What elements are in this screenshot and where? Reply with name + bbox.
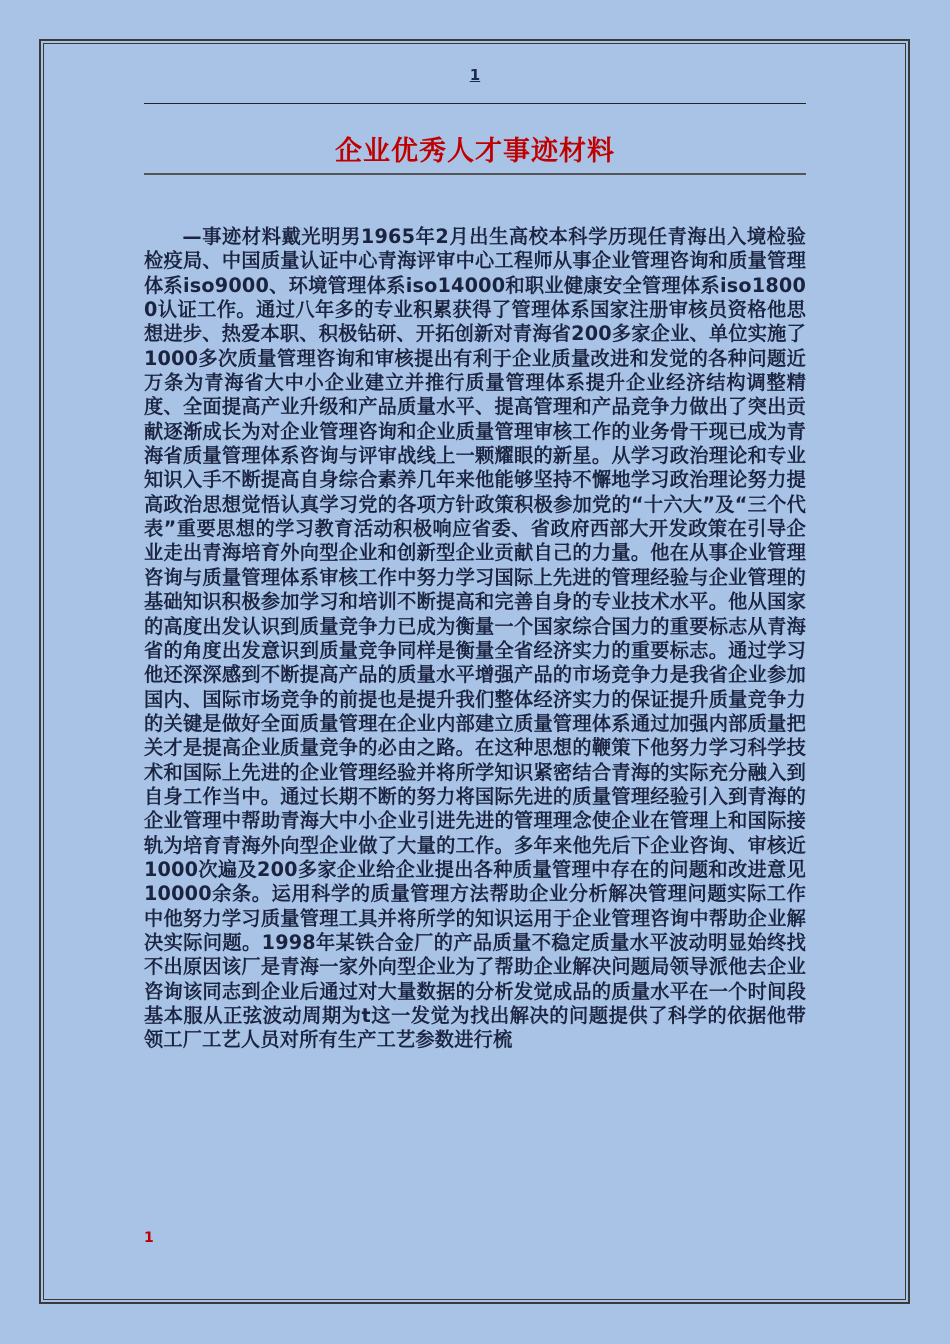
header-page-number: 1 — [469, 66, 481, 84]
footer-page-number: 1 — [144, 1230, 154, 1246]
document-title: 企业优秀人才事迹材料 — [335, 136, 615, 167]
body-paragraph: —事迹材料戴光明男1965年2月出生高校本科学历现任青海出入境检验检疫局、中国质量认证中心青海评审中心工程师从事企业管理咨询和质量管理体系iso9000、环境管理体系iso14000和职业健康安全管理体系iso18000认证工作。通过八年多的专业积累获得了管理体系国家注册审核员资格他思想进步、热爱本职、积极钻研、开拓创新对青海省200多家企业、单位实施了1000多次质量管理咨询和审核提出有利于企业质量改进和发觉的各种问题近万条为青海省大中小企业建立并推行质量管理体系提升企业经济结构调整精度、全面提高产业升级和产品质量水平、提高管理和产品竞争力做出了突出贡献逐渐成长为对企业管理咨询和企业质量管理审核工作的业务骨干现已成为青海省质量管理体系咨询与评审战线上一颗耀眼的新星。从学习政治理论和专业知识入手不断提高自身综合素养几年来他能够坚持不懈地学习政治理论努力提高政治思想觉悟认真学习党的各项方针政策积极参加党的“十六大”及“三个代表”重要思想的学习教育活动积极响应省委、省政府西部大开发政策在引导企业走出青海培育外向型企业和创新型企业贡献自己的力量。他在从事企业管理咨询与质量管理体系审核工作中努力学习国际上先进的管理经验与企业管理的基础知识积极参加学习和培训不断提高和完善自身的专业技术水平。他从国家的高度出发认识到质量竞争力已成为衡量一个国家综合国力的重要标志从青海省的角度出发意识到质量竞争同样是衡量全省经济实力的重要标志。通过学习他还深深感到不断提高产品的质量水平增强产品的市场竞争力是我省企业参加国内、国际市场竞争的前提也是提升我们整体经济实力的保证提升质量竞争力的关键是做好全面质量管理在企业内部建立质量管理体系通过加强内部质量把关才是提高企业质量竞争的必由之路。在这种思想的鞭策下他努力学习科学技术和国际上先进的企业管理经验并将所学知识紧密结合青海的实际充分融入到自身工作当中。通过长期不断的努力将国际先进的质量管理经验引入到青海的企业管理中帮助青海大中小企业引进先进的管理理念使企业在管理上和国际接轨为培育青海外向型企业做了大量的工作。多年来他先后下企业咨询、审核近1000次遍及200多家企业给企业提出各种质量管理中存在的问题和改进意见10000余条。运用科学的质量管理方法帮助企业分析解决管理问题实际工作中他努力学习质量管理工具并将所学的知识运用于企业管理咨询中帮助企业解决实际问题。1998年某铁合金厂的产品质量不稳定质量水平波动明显始终找不出原因该厂是青海一家外向型企业为了帮助企业解决问题局领导派他去企业咨询该同志到企业后通过对大量数据的分析发觉成品的质量水平在一个时间段基本服从正弦波动周期为t这一发觉为找出解决的问题提供了科学的依据他带领工厂工艺人员对所有生产工艺参数进行梳 — [144, 225, 806, 1052]
header-divider — [144, 103, 806, 104]
title-divider — [144, 173, 806, 175]
